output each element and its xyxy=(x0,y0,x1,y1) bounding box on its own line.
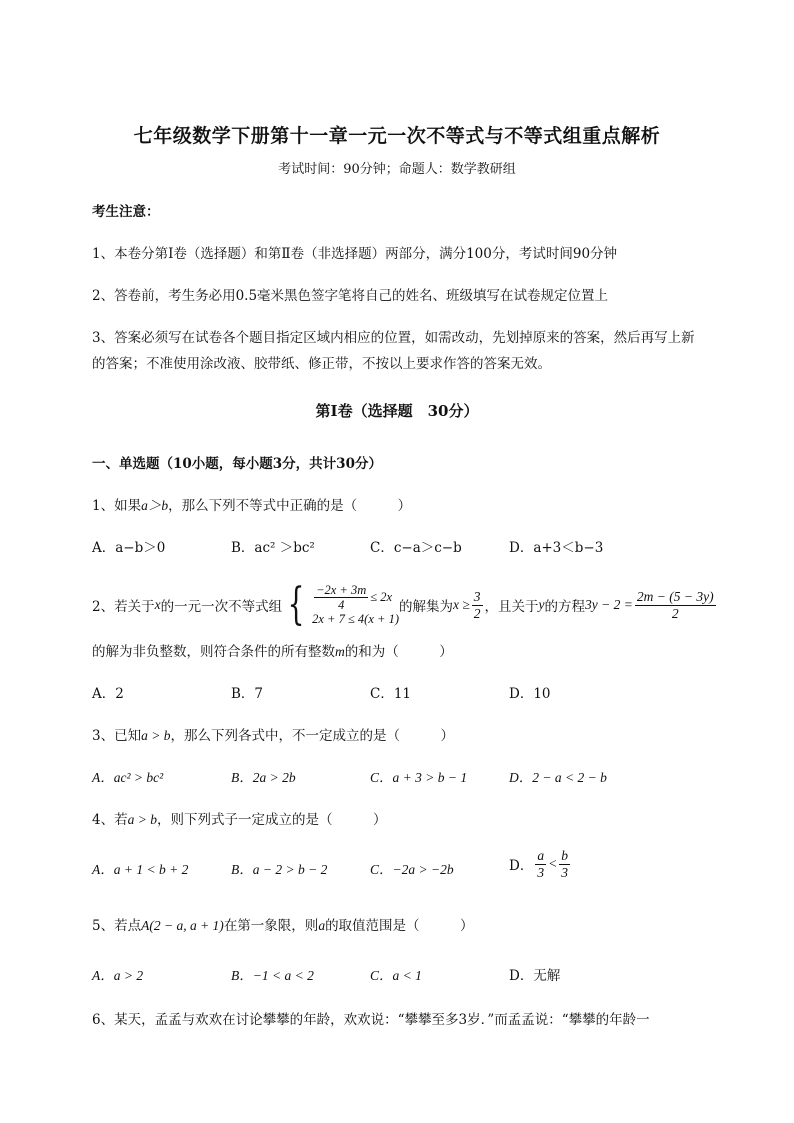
section-heading: 一、单选题（10小题，每小题3分，共计30分） xyxy=(92,456,382,472)
q3-option-c: C．a + 3 > b − 1 xyxy=(370,770,468,785)
q4-option-b: B．a − 2 > b − 2 xyxy=(231,862,328,877)
notice-item-2: 2、答卷前，考生务必用0.5毫米黑色签字笔将自己的姓名、班级填写在试卷规定位置上 xyxy=(92,288,609,304)
question-2-stem-cont: 的解为非负整数，则符合条件的所有整数m的和为（ ） xyxy=(92,644,453,660)
q2-option-d: D．10 xyxy=(509,686,551,702)
q2-option-a: A．2 xyxy=(92,686,124,702)
q5-option-d: D．无解 xyxy=(509,968,561,984)
question-3-stem: 3、已知a > b，那么下列各式中，不一定成立的是（ ） xyxy=(92,728,454,744)
q5-option-b: B．−1 < a < 2 xyxy=(231,968,314,983)
q3-option-b: B．2a > 2b xyxy=(231,770,296,785)
notice-heading: 考生注意： xyxy=(92,204,160,220)
exam-info: 考试时间：90分钟；命题人：数学教研组 xyxy=(278,162,516,177)
notice-item-3: 3、答案必须写在试卷各个题目指定区域内相应的位置，如需改动，先划掉原来的答案，然后再写上新 xyxy=(92,330,695,346)
q2-option-c: C．11 xyxy=(370,686,412,702)
inequality-system: { $\frac{-2x + 3m}{4}$ ≤ 2x 2x + 7 ≤ 4(x + 1) xyxy=(287,579,399,630)
question-5-stem: 5、若点A(2 − a, a + 1)在第一象限，则a的取值范围是（ ） xyxy=(92,918,474,934)
q5-option-c: C．a < 1 xyxy=(370,968,422,983)
q5-option-a: A．a > 2 xyxy=(92,968,144,983)
q3-option-d: D．2 − a < 2 − b xyxy=(509,770,607,785)
q4-option-c: C．−2a > −2b xyxy=(370,862,454,877)
q3-option-a: A．ac² > bc² xyxy=(92,770,164,785)
notice-item-3-cont: 的答案；不准使用涂改液、胶带纸、修正带，不按以上要求作答的答案无效。 xyxy=(92,356,551,372)
q4-option-d: D． $\frac{a}{3}$ < $\frac{b}{3}$ xyxy=(509,848,568,880)
q1-option-d: D．a+3＜b−3 xyxy=(509,540,604,556)
q1-option-b: B．ac² ＞bc² xyxy=(231,540,315,556)
part-heading: 第I卷（选择题 30分） xyxy=(315,402,479,420)
notice-item-1: 1、本卷分第I卷（选择题）和第Ⅱ卷（非选择题）两部分，满分100分，考试时间90分钟 xyxy=(92,246,618,262)
q1-option-c: C．c−a＞c−b xyxy=(370,540,462,556)
q2-option-b: B．7 xyxy=(231,686,264,702)
question-6-stem: 6、某天，孟孟与欢欢在讨论攀攀的年龄，欢欢说：“攀攀至多3岁．”而孟孟说：“攀攀的年龄一 xyxy=(92,1012,650,1028)
q4-option-a: A．a + 1 < b + 2 xyxy=(92,862,189,877)
question-4-stem: 4、若a > b，则下列式子一定成立的是（ ） xyxy=(92,812,387,828)
page-title: 七年级数学下册第十一章一元一次不等式与不等式组重点解析 xyxy=(133,125,661,147)
question-1-stem: 1、如果a＞b，那么下列不等式中正确的是（ ） xyxy=(92,498,412,514)
q1-option-a: A．a−b＞0 xyxy=(92,540,166,556)
question-2-stem: 2、若关于 x 的一元一次不等式组 { $\frac{-2x + 3m}{4}$ ≤ 2x 2x + 7 ≤ 4(x + 1) 的解集为 x ≥ $\frac{3}{2}$ ，且关于 y 的方程 3y − 2 = $\frac{2m - (5 - 3y)}{2}$ xyxy=(92,579,714,630)
